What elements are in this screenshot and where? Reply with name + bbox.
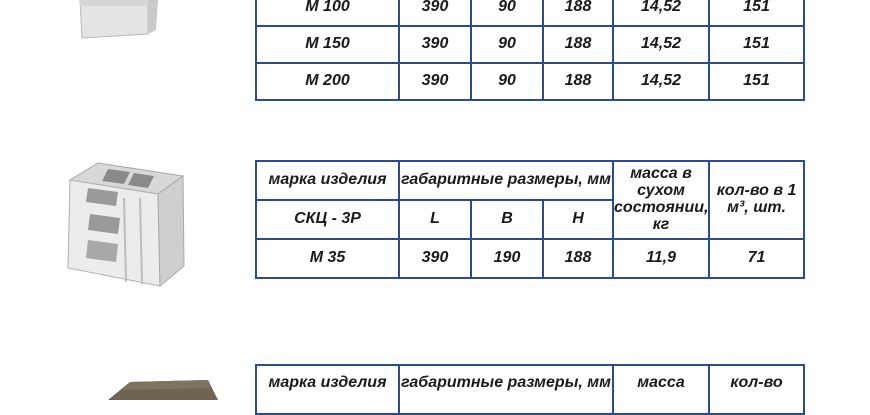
mark-cell: М 150 xyxy=(256,26,399,63)
product-code-cell: СКЦ - 3Р xyxy=(256,200,399,239)
mark-cell: М 200 xyxy=(256,63,399,100)
length-cell: 390 xyxy=(399,239,471,278)
quantity-cell: 151 xyxy=(709,63,804,100)
spec-table-1 xyxy=(255,0,805,101)
width-cell: 90 xyxy=(471,0,543,26)
dimensions-header: габаритные размеры, мм xyxy=(399,365,613,414)
table-row xyxy=(256,63,804,100)
quantity-cell: 151 xyxy=(709,0,804,26)
mark-cell: М 100 xyxy=(256,0,399,26)
mark-header: марка изделия xyxy=(256,161,399,200)
mass-cell: 11,9 xyxy=(613,239,709,278)
mass-cell: 14,52 xyxy=(613,26,709,63)
width-cell: 90 xyxy=(471,26,543,63)
spec-table-3 xyxy=(255,364,805,415)
length-cell: 390 xyxy=(399,63,471,100)
length-cell: 390 xyxy=(399,26,471,63)
quantity-header: кол-во в 1 м³, шт. xyxy=(709,161,804,239)
table-row xyxy=(256,0,804,26)
height-cell: 188 xyxy=(543,239,613,278)
hollow-concrete-block-image xyxy=(58,158,198,293)
mark-cell: М 35 xyxy=(256,239,399,278)
concrete-block-image-top xyxy=(70,0,160,42)
height-cell: 188 xyxy=(543,0,613,26)
dark-concrete-block-image xyxy=(100,378,220,400)
quantity-header: кол-во xyxy=(709,365,804,414)
mass-cell: 14,52 xyxy=(613,0,709,26)
mark-header: марка изделия xyxy=(256,365,399,414)
quantity-cell: 151 xyxy=(709,26,804,63)
table-row xyxy=(256,239,804,278)
height-header: H xyxy=(543,200,613,239)
table-header-row xyxy=(256,365,804,414)
height-cell: 188 xyxy=(543,26,613,63)
mass-cell: 14,52 xyxy=(613,63,709,100)
table-header-row xyxy=(256,161,804,200)
mass-header: масса в сухом состоянии, кг xyxy=(613,161,709,239)
quantity-cell: 71 xyxy=(709,239,804,278)
width-cell: 90 xyxy=(471,63,543,100)
width-header: B xyxy=(471,200,543,239)
spec-table-2 xyxy=(255,160,805,279)
mass-header: масса xyxy=(613,365,709,414)
length-header: L xyxy=(399,200,471,239)
dimensions-header: габаритные размеры, мм xyxy=(399,161,613,200)
table-row xyxy=(256,26,804,63)
length-cell: 390 xyxy=(399,0,471,26)
width-cell: 190 xyxy=(471,239,543,278)
height-cell: 188 xyxy=(543,63,613,100)
